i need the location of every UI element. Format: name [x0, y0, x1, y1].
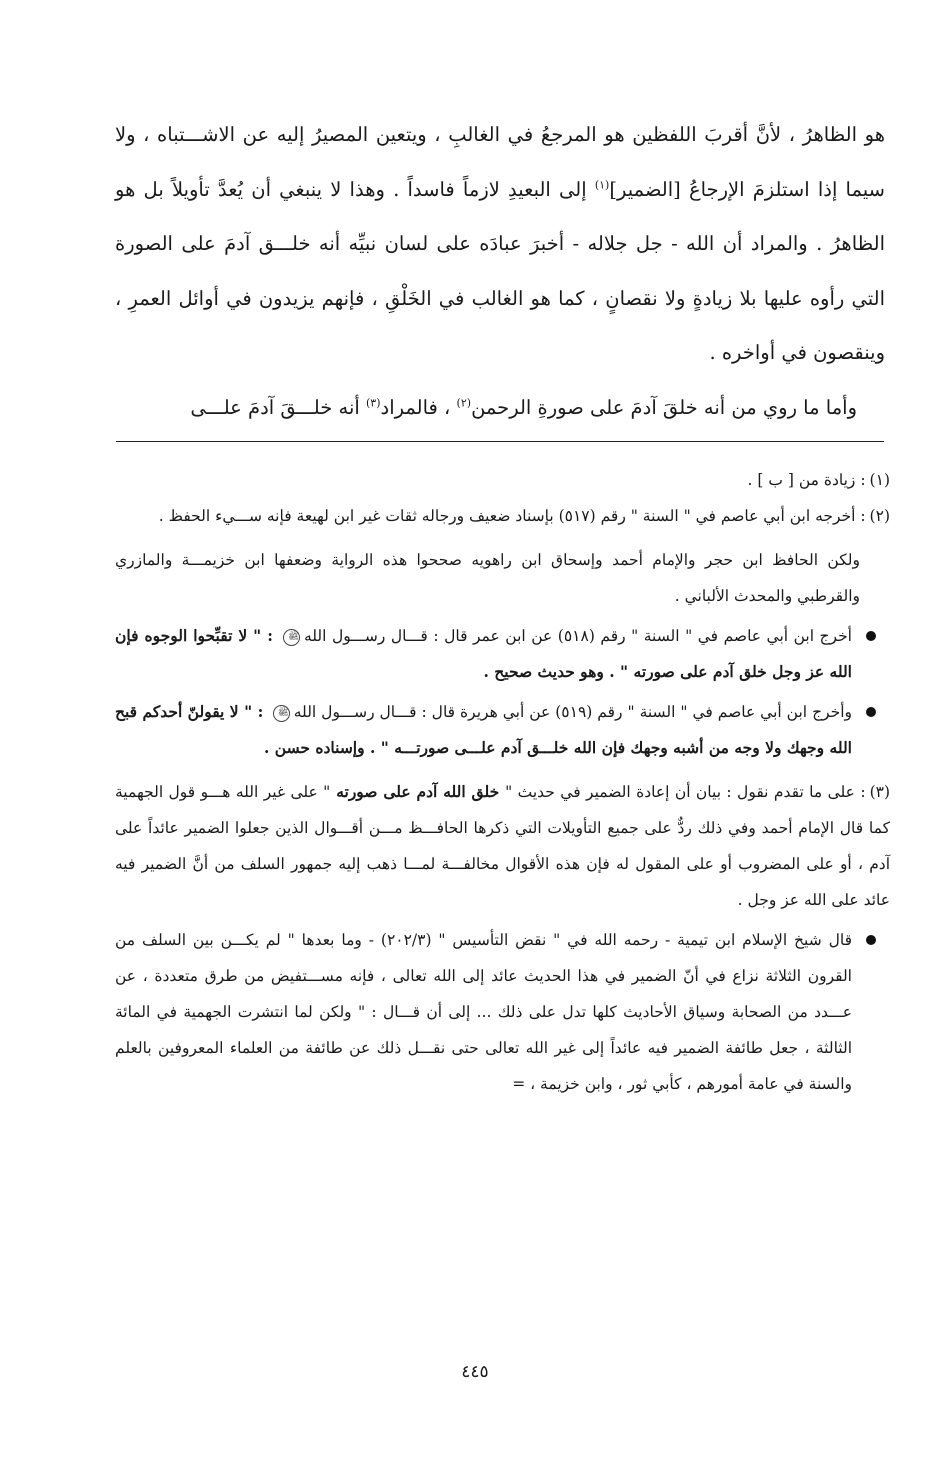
main-text-2b: ، فالمراد	[380, 395, 457, 419]
main-text-1a: هو الظاهرُ ، لأنَّ أقربَ اللفظين هو المرجعُ في الغالبِ ، ويتعين المصيرُ إليه عن الاشـــتباه ، ولا سيما إذا استلزمَ الإرجاعُ [الضمير]	[115, 123, 885, 201]
footnote-ref-3: (٣)	[366, 396, 381, 409]
main-text-1b: إلى البعيدِ لازماً فاسداً . وهذا لا ينبغي أن يُعدَّ تأويلاً بل هو الظاهرُ . والمراد أن الله - جل جلاله - أخبرَ عبادَه على لسان نبيِّه أنه خلـــق آدمَ على الصورة التي رأوه عليها بلا زيادةٍ ولا نقصانٍ ، كما هو الغالب في الخَلْقِ ، فإنهم يزيدون في أوائل العمرِ ، وينقصون في أواخره .	[115, 177, 885, 364]
footnote-text-cont: " على غير الله هـــو قول الجهمية كما قال الإمام أحمد وفي ذلك ردٌّ على جميع التأويلات التي ذكرها الحافـــظ مـــن أقـــوال الذين جعلوا الضمير عائداً على آدم ، أو على المضروب أو على المقول له فإن هذه الأقوال مخالفـــة لمـــا ذهب إليه جمهور السلف من أنَّ الضمير فيه عائد على الله عز وجل .	[115, 783, 890, 909]
salawat-icon: ﷺ	[273, 705, 290, 722]
main-text-2c: أنه خلـــقَ آدمَ علـــى	[190, 395, 366, 419]
footnote-ref-2: (٢)	[456, 396, 472, 409]
main-text	[115, 108, 885, 435]
hadith-quote: خلق الله آدم على صورته	[330, 782, 506, 801]
bullet-hadith-text: : " لا تقبِّحوا الوجوه فإن الله عز وجل خلق آدم على صورته " . وهو حديث صحيح .	[115, 626, 852, 681]
footnote-number: (٢)	[869, 507, 890, 525]
footnote-separator	[116, 441, 884, 442]
footnote-2-paragraph: ولكن الحافظ ابن حجر والإمام أحمد وإسحاق ابن راهويه صححوا هذه الرواية وضعفها ابن خزيمـــة والمازري والقرطبي والمحدث الألباني .	[115, 551, 860, 605]
footnotes	[115, 462, 890, 1102]
bullet-text: وأخرج ابن أبي عاصم في " السنة " رقم (٥١٩) عن أبي هريرة قال : قـــال رســـول الله	[293, 703, 852, 721]
footnote-bullet-2	[115, 694, 890, 766]
bullet-text: أخرج ابن أبي عاصم في " السنة " رقم (٥١٨) عن ابن عمر قال : قـــال رســـول الله	[303, 627, 852, 645]
footnote-text: : أخرجه ابن أبي عاصم في " السنة " رقم (٥١٧) بإسناد ضعيف ورجاله ثقات غير ابن لهيعة فإنه ســـيء الحفظ .	[158, 507, 866, 525]
footnote-1	[115, 462, 890, 498]
salawat-icon: ﷺ	[283, 629, 300, 646]
footnote-number: (٣)	[869, 783, 891, 801]
bullet-hadith-text: : " لا يقولنّ أحدكم قبح الله وجهك ولا وجه من أشبه وجهك فإن الله خلـــق آدم علـــى صورتـــه " . وإسناده حسن .	[115, 702, 852, 757]
bullet-icon	[866, 707, 876, 717]
footnote-ref-1: (١)	[594, 178, 610, 191]
bullet-text: قال شيخ الإسلام ابن تيمية - رحمه الله في " نقض التأسيس " (٢٠٢/٣) - وما بعدها " لم يكـــن بين السلف من القرون الثلاثة نزاع في أنّ الضمير في هذا الحديث عائد إلى الله تعالى ، فإنه مســـتفيض من طرق متعددة ، عن عـــدد من الصحابة وسياق الأحاديث كلها تدل على ذلك ... إلى أن قـــال : " ولكن لما انتشرت الجهمية في المائة الثالثة ، جعل طائفة الضمير فيه عائداً إلى غير الله تعالى حتى نقـــل ذلك عن طائفة من العلماء المعروفين بالعلم والسنة في عامة أمورهم ، كأبي ثور ، وابن خزيمة ، =	[115, 931, 852, 1093]
footnote-text: : على ما تقدم نقول : بيان أن إعادة الضمير في حديث "	[505, 783, 866, 801]
bullet-icon	[866, 631, 876, 641]
footnote-number: (١)	[869, 471, 890, 489]
footnote-bullet-3	[115, 922, 890, 1102]
main-paragraph-1	[115, 108, 885, 381]
footnote-bullet-1	[115, 618, 890, 690]
footnote-2	[115, 498, 890, 534]
footnote-text: : زيادة من [ ب ] .	[747, 471, 866, 489]
main-text-2a: وأما ما روي من أنه خلقَ آدمَ على صورةِ الرحمن	[471, 395, 857, 419]
spacer	[115, 766, 890, 774]
main-paragraph-2	[115, 381, 885, 436]
bullet-icon	[866, 935, 876, 945]
page-number: ٤٤٥	[461, 1362, 489, 1382]
footnote-3	[115, 774, 890, 918]
